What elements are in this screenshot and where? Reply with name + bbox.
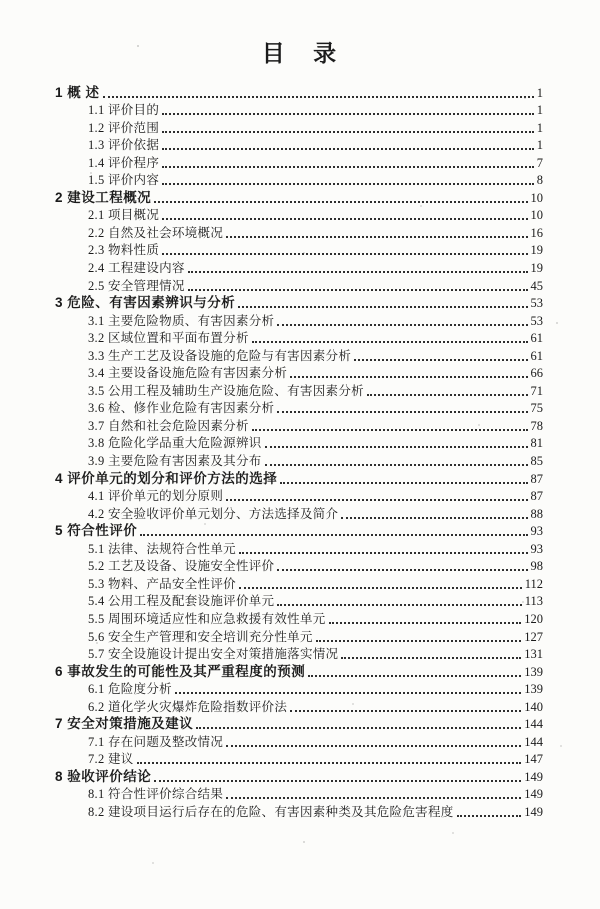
toc-entry	[55, 487, 543, 505]
dot-leader	[277, 604, 521, 606]
toc-entry	[55, 627, 543, 645]
toc-entry-label: 4 评价单元的划分和评价方法的选择	[55, 470, 278, 486]
dot-leader	[316, 640, 521, 642]
dot-leader	[329, 622, 522, 624]
dot-leader	[140, 534, 527, 536]
toc-entry-page: 113	[524, 594, 543, 609]
toc-entry	[55, 83, 543, 101]
toc-entry-label: 2.4 工程建设内容	[88, 261, 185, 276]
toc-entry	[55, 258, 543, 276]
toc-entry-page: 53	[530, 313, 543, 328]
toc-entry	[55, 785, 543, 803]
toc-entry-label: 5.5 周围环境适应性和应急救援有效性单元	[88, 611, 326, 626]
dot-leader	[290, 376, 527, 378]
toc-entry-label: 7.2 建议	[88, 752, 134, 767]
toc-entry-page: 87	[530, 471, 543, 486]
toc-entry-label: 3.1 主要危险物质、有害因素分析	[88, 313, 275, 328]
toc-entry-page: 98	[530, 559, 543, 574]
toc-entry	[55, 399, 543, 417]
toc-entry-label: 8.1 符合性评价综合结果	[88, 787, 224, 802]
toc-entry	[55, 715, 543, 733]
dot-leader	[162, 253, 527, 255]
dot-leader	[196, 727, 521, 729]
toc-entry-label: 5.3 物料、产品安全性评价	[88, 576, 236, 591]
toc-entry-page: 139	[524, 664, 543, 679]
toc-entry-label: 3.6 检、修作业危险有害因素分析	[88, 401, 275, 416]
toc-entry-page: 7	[536, 155, 543, 170]
toc-entry	[55, 416, 543, 434]
toc-entry-page: 93	[530, 524, 543, 539]
toc-entry-page: 85	[530, 454, 543, 469]
toc-entry	[55, 662, 543, 680]
toc-entry	[55, 241, 543, 259]
toc-entry-label: 6.1 危险度分析	[88, 682, 172, 697]
toc-entry-page: 71	[530, 383, 543, 398]
toc-entry-label: 1 概 述	[55, 84, 100, 100]
toc-entry-label: 3 危险、有害因素辨识与分析	[55, 295, 236, 311]
toc-entry-page: 140	[524, 699, 543, 714]
toc-entry	[55, 223, 543, 241]
toc-entry-page: 88	[530, 506, 543, 521]
toc-entry	[55, 434, 543, 452]
toc-entry	[55, 136, 543, 154]
toc-entry-page: 149	[524, 804, 543, 819]
toc-entry-page: 144	[524, 717, 543, 732]
toc-entry-label: 1.2 评价范围	[88, 120, 160, 135]
toc-entry-label: 3.5 公用工程及辅助生产设施危险、有害因素分析	[88, 383, 364, 398]
dot-leader	[239, 552, 528, 554]
toc-entry-page: 78	[530, 418, 543, 433]
toc-entry-label: 5.1 法律、法规符合性单元	[88, 541, 236, 556]
toc-entry-page: 10	[530, 190, 543, 205]
toc-entry-label: 5.2 工艺及设备、设施安全性评价	[88, 559, 275, 574]
dot-leader	[226, 499, 527, 501]
toc-entry-page: 75	[530, 401, 543, 416]
toc-list	[0, 80, 600, 820]
toc-entry-label: 5.4 公用工程及配套设施评价单元	[88, 594, 275, 609]
dot-leader	[341, 517, 527, 519]
toc-entry-label: 1.5 评价内容	[88, 173, 160, 188]
dot-leader	[154, 780, 521, 782]
dot-leader	[188, 271, 528, 273]
toc-entry-page: 19	[530, 243, 543, 258]
toc-entry	[55, 767, 543, 785]
dot-leader	[162, 166, 534, 168]
toc-entry-label: 7.1 存在问题及整改情况	[88, 734, 224, 749]
toc-entry	[55, 101, 543, 119]
toc-entry-label: 3.7 自然和社会危险因素分析	[88, 418, 249, 433]
toc-entry-page: 112	[524, 576, 543, 591]
toc-entry-page: 81	[530, 436, 543, 451]
toc-entry-page: 120	[524, 611, 543, 626]
toc-entry	[55, 469, 543, 487]
toc-entry-label: 3.2 区域位置和平面布置分析	[88, 331, 249, 346]
toc-entry-page: 87	[530, 489, 543, 504]
toc-entry-page: 8	[536, 173, 543, 188]
toc-entry	[55, 364, 543, 382]
dot-leader	[265, 464, 528, 466]
toc-entry-page: 19	[530, 261, 543, 276]
toc-entry-page: 127	[524, 629, 543, 644]
dot-leader	[162, 148, 534, 150]
dot-leader	[367, 394, 528, 396]
dot-leader	[162, 218, 527, 220]
toc-entry-page: 66	[530, 366, 543, 381]
toc-entry	[55, 381, 543, 399]
toc-entry-label: 7 安全对策措施及建议	[55, 716, 194, 732]
toc-entry	[55, 294, 543, 312]
toc-entry-page: 61	[530, 348, 543, 363]
toc-entry	[55, 557, 543, 575]
dot-leader	[103, 96, 534, 98]
toc-entry-label: 1.3 评价依据	[88, 138, 160, 153]
dot-leader	[188, 289, 528, 291]
dot-leader	[354, 359, 527, 361]
dot-leader	[252, 429, 528, 431]
dot-leader	[239, 587, 522, 589]
toc-entry-page: 93	[530, 541, 543, 556]
toc-entry	[55, 329, 543, 347]
dot-leader	[290, 710, 521, 712]
toc-entry-label: 4.2 安全验收评价单元划分、方法选择及简介	[88, 506, 339, 521]
toc-entry-page: 144	[524, 734, 543, 749]
toc-entry-label: 6.2 道化学火灾爆炸危险指数评价法	[88, 699, 288, 714]
toc-entry-page: 131	[524, 647, 543, 662]
toc-entry	[55, 732, 543, 750]
dot-leader	[265, 446, 528, 448]
toc-entry-page: 16	[530, 225, 543, 240]
toc-entry-label: 2.3 物料性质	[88, 243, 160, 258]
dot-leader	[175, 692, 521, 694]
toc-entry-page: 1	[536, 120, 543, 135]
toc-entry-page: 1	[536, 85, 543, 100]
toc-entry-label: 5.6 安全生产管理和安全培训充分性单元	[88, 629, 313, 644]
toc-entry-label: 2.1 项目概况	[88, 208, 160, 223]
dot-leader	[162, 113, 534, 115]
toc-entry-label: 3.9 主要危险有害因素及其分布	[88, 454, 262, 469]
dot-leader	[162, 131, 534, 133]
dot-leader	[277, 324, 527, 326]
toc-entry	[55, 592, 543, 610]
dot-leader	[341, 657, 521, 659]
toc-entry	[55, 153, 543, 171]
toc-entry-label: 5.7 安全设施设计提出安全对策措施落实情况	[88, 647, 339, 662]
toc-entry-label: 2.5 安全管理情况	[88, 278, 185, 293]
toc-entry-page: 1	[536, 138, 543, 153]
toc-entry-label: 3.3 生产工艺及设备设施的危险与有害因素分析	[88, 348, 352, 363]
toc-entry-label: 1.1 评价目的	[88, 103, 160, 118]
toc-entry-page: 61	[530, 331, 543, 346]
dot-leader	[137, 762, 522, 764]
toc-entry-label: 2 建设工程概况	[55, 189, 152, 205]
dot-leader	[277, 411, 527, 413]
toc-entry	[55, 522, 543, 540]
dot-leader	[226, 236, 527, 238]
dot-leader	[457, 815, 522, 817]
scan-noise	[0, 0, 2, 2]
toc-entry-page: 139	[524, 682, 543, 697]
dot-leader	[252, 341, 528, 343]
toc-entry-page: 149	[524, 787, 543, 802]
toc-entry	[55, 574, 543, 592]
toc-entry	[55, 206, 543, 224]
toc-entry	[55, 346, 543, 364]
toc-entry-label: 8.2 建设项目运行后存在的危险、有害因素种类及其危险危害程度	[88, 804, 454, 819]
toc-entry	[55, 118, 543, 136]
toc-entry-page: 45	[530, 278, 543, 293]
dot-leader	[308, 675, 521, 677]
toc-entry	[55, 680, 543, 698]
toc-entry	[55, 539, 543, 557]
dot-leader	[154, 201, 527, 203]
toc-entry-page: 149	[524, 769, 543, 784]
toc-entry	[55, 188, 543, 206]
page-title: 目 录	[261, 40, 339, 66]
dot-leader	[226, 745, 521, 747]
dot-leader	[277, 569, 527, 571]
dot-leader	[238, 306, 527, 308]
toc-entry-page: 53	[530, 296, 543, 311]
toc-entry-label: 3.8 危险化学品重大危险源辨识	[88, 436, 262, 451]
toc-entry-label: 3.4 主要设备设施危险有害因素分析	[88, 366, 288, 381]
toc-entry-page: 10	[530, 208, 543, 223]
toc-entry	[55, 609, 543, 627]
toc-entry-label: 6 事故发生的可能性及其严重程度的预测	[55, 663, 306, 679]
dot-leader	[226, 797, 521, 799]
toc-entry-label: 8 验收评价结论	[55, 768, 152, 784]
toc-entry-page: 1	[536, 103, 543, 118]
dot-leader	[162, 183, 534, 185]
dot-leader	[280, 482, 527, 484]
toc-entry	[55, 802, 543, 820]
toc-entry-label: 5 符合性评价	[55, 523, 138, 539]
toc-entry-page: 147	[524, 752, 543, 767]
toc-entry-label: 1.4 评价程序	[88, 155, 160, 170]
toc-entry	[55, 311, 543, 329]
toc-entry-label: 2.2 自然及社会环境概况	[88, 225, 224, 240]
toc-entry-label: 4.1 评价单元的划分原则	[88, 489, 224, 504]
